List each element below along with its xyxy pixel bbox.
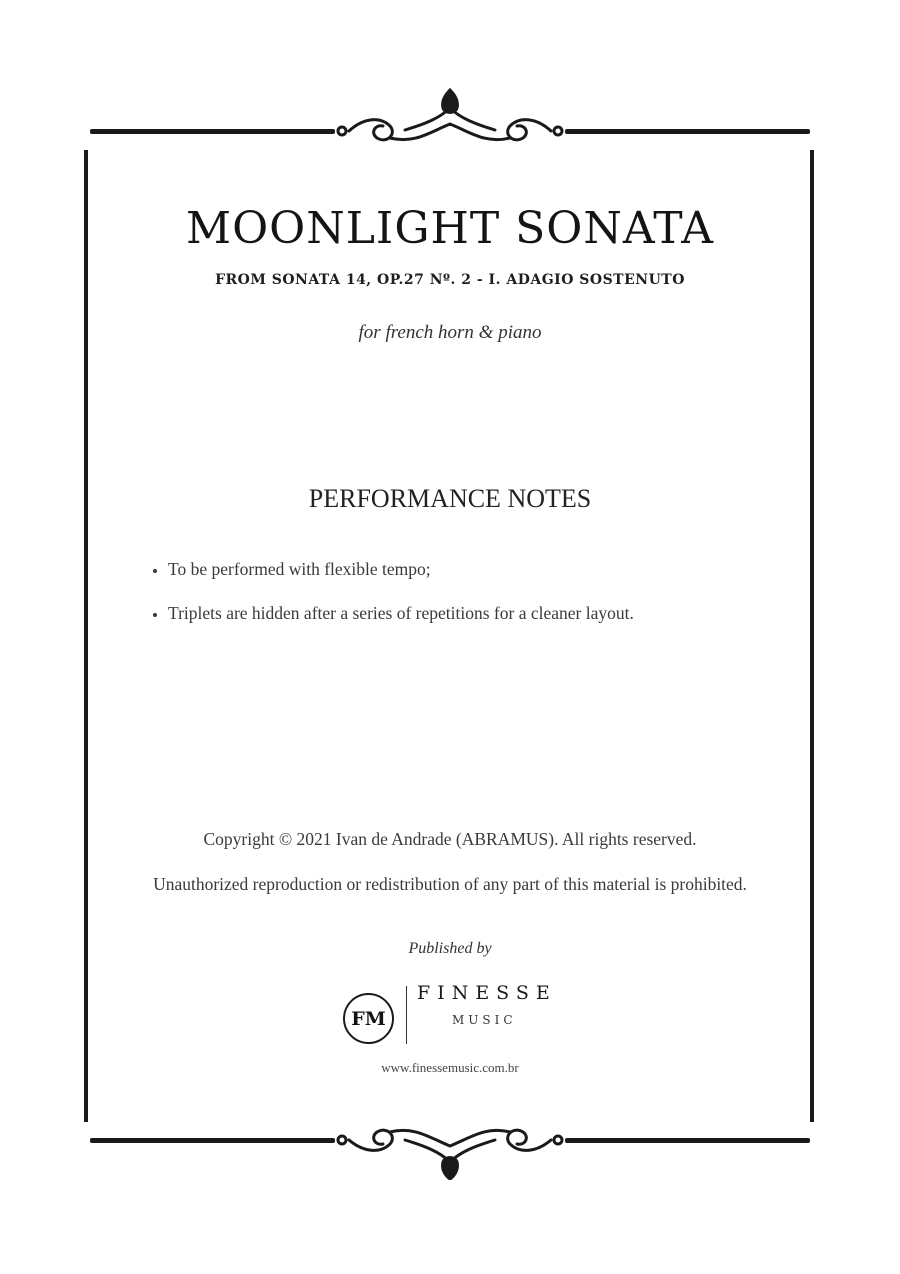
top-left-rule [90,129,335,134]
performance-notes-list [140,558,808,646]
left-border-rule [84,150,88,1122]
instrumentation: for french horn & piano [358,322,542,343]
subtitle: FROM SONATA 14, OP.27 Nº. 2 - I. ADAGIO SOSTENUTO [215,272,685,288]
top-flourish-ornament [335,88,565,156]
page-title: MOONLIGHT SONATA [186,203,714,254]
list-item: • Triplets are hidden after a series of repetitions for a cleaner layout. [168,602,808,625]
copyright-notice: Copyright © 2021 Ivan de Andrade (ABRAMUS). All rights reserved. [203,829,697,849]
publisher-subname: MUSIC [452,1013,517,1027]
logo-divider [406,986,407,1044]
publisher-name: FINESSE [417,982,557,1004]
disclaimer: Unauthorized reproduction or redistribution of any part of this material is prohibited. [153,874,747,894]
performance-notes-heading: PERFORMANCE NOTES [308,484,592,513]
right-border-rule [810,150,814,1122]
bottom-flourish-ornament [335,1112,565,1180]
website-link[interactable]: www.finessemusic.com.br [381,1060,519,1075]
publisher-monogram-logo: FM [343,993,394,1044]
bottom-right-rule [565,1138,810,1143]
top-right-rule [565,129,810,134]
published-by-label: Published by [408,940,492,957]
list-item: • To be performed with flexible tempo; [168,558,808,581]
bottom-left-rule [90,1138,335,1143]
